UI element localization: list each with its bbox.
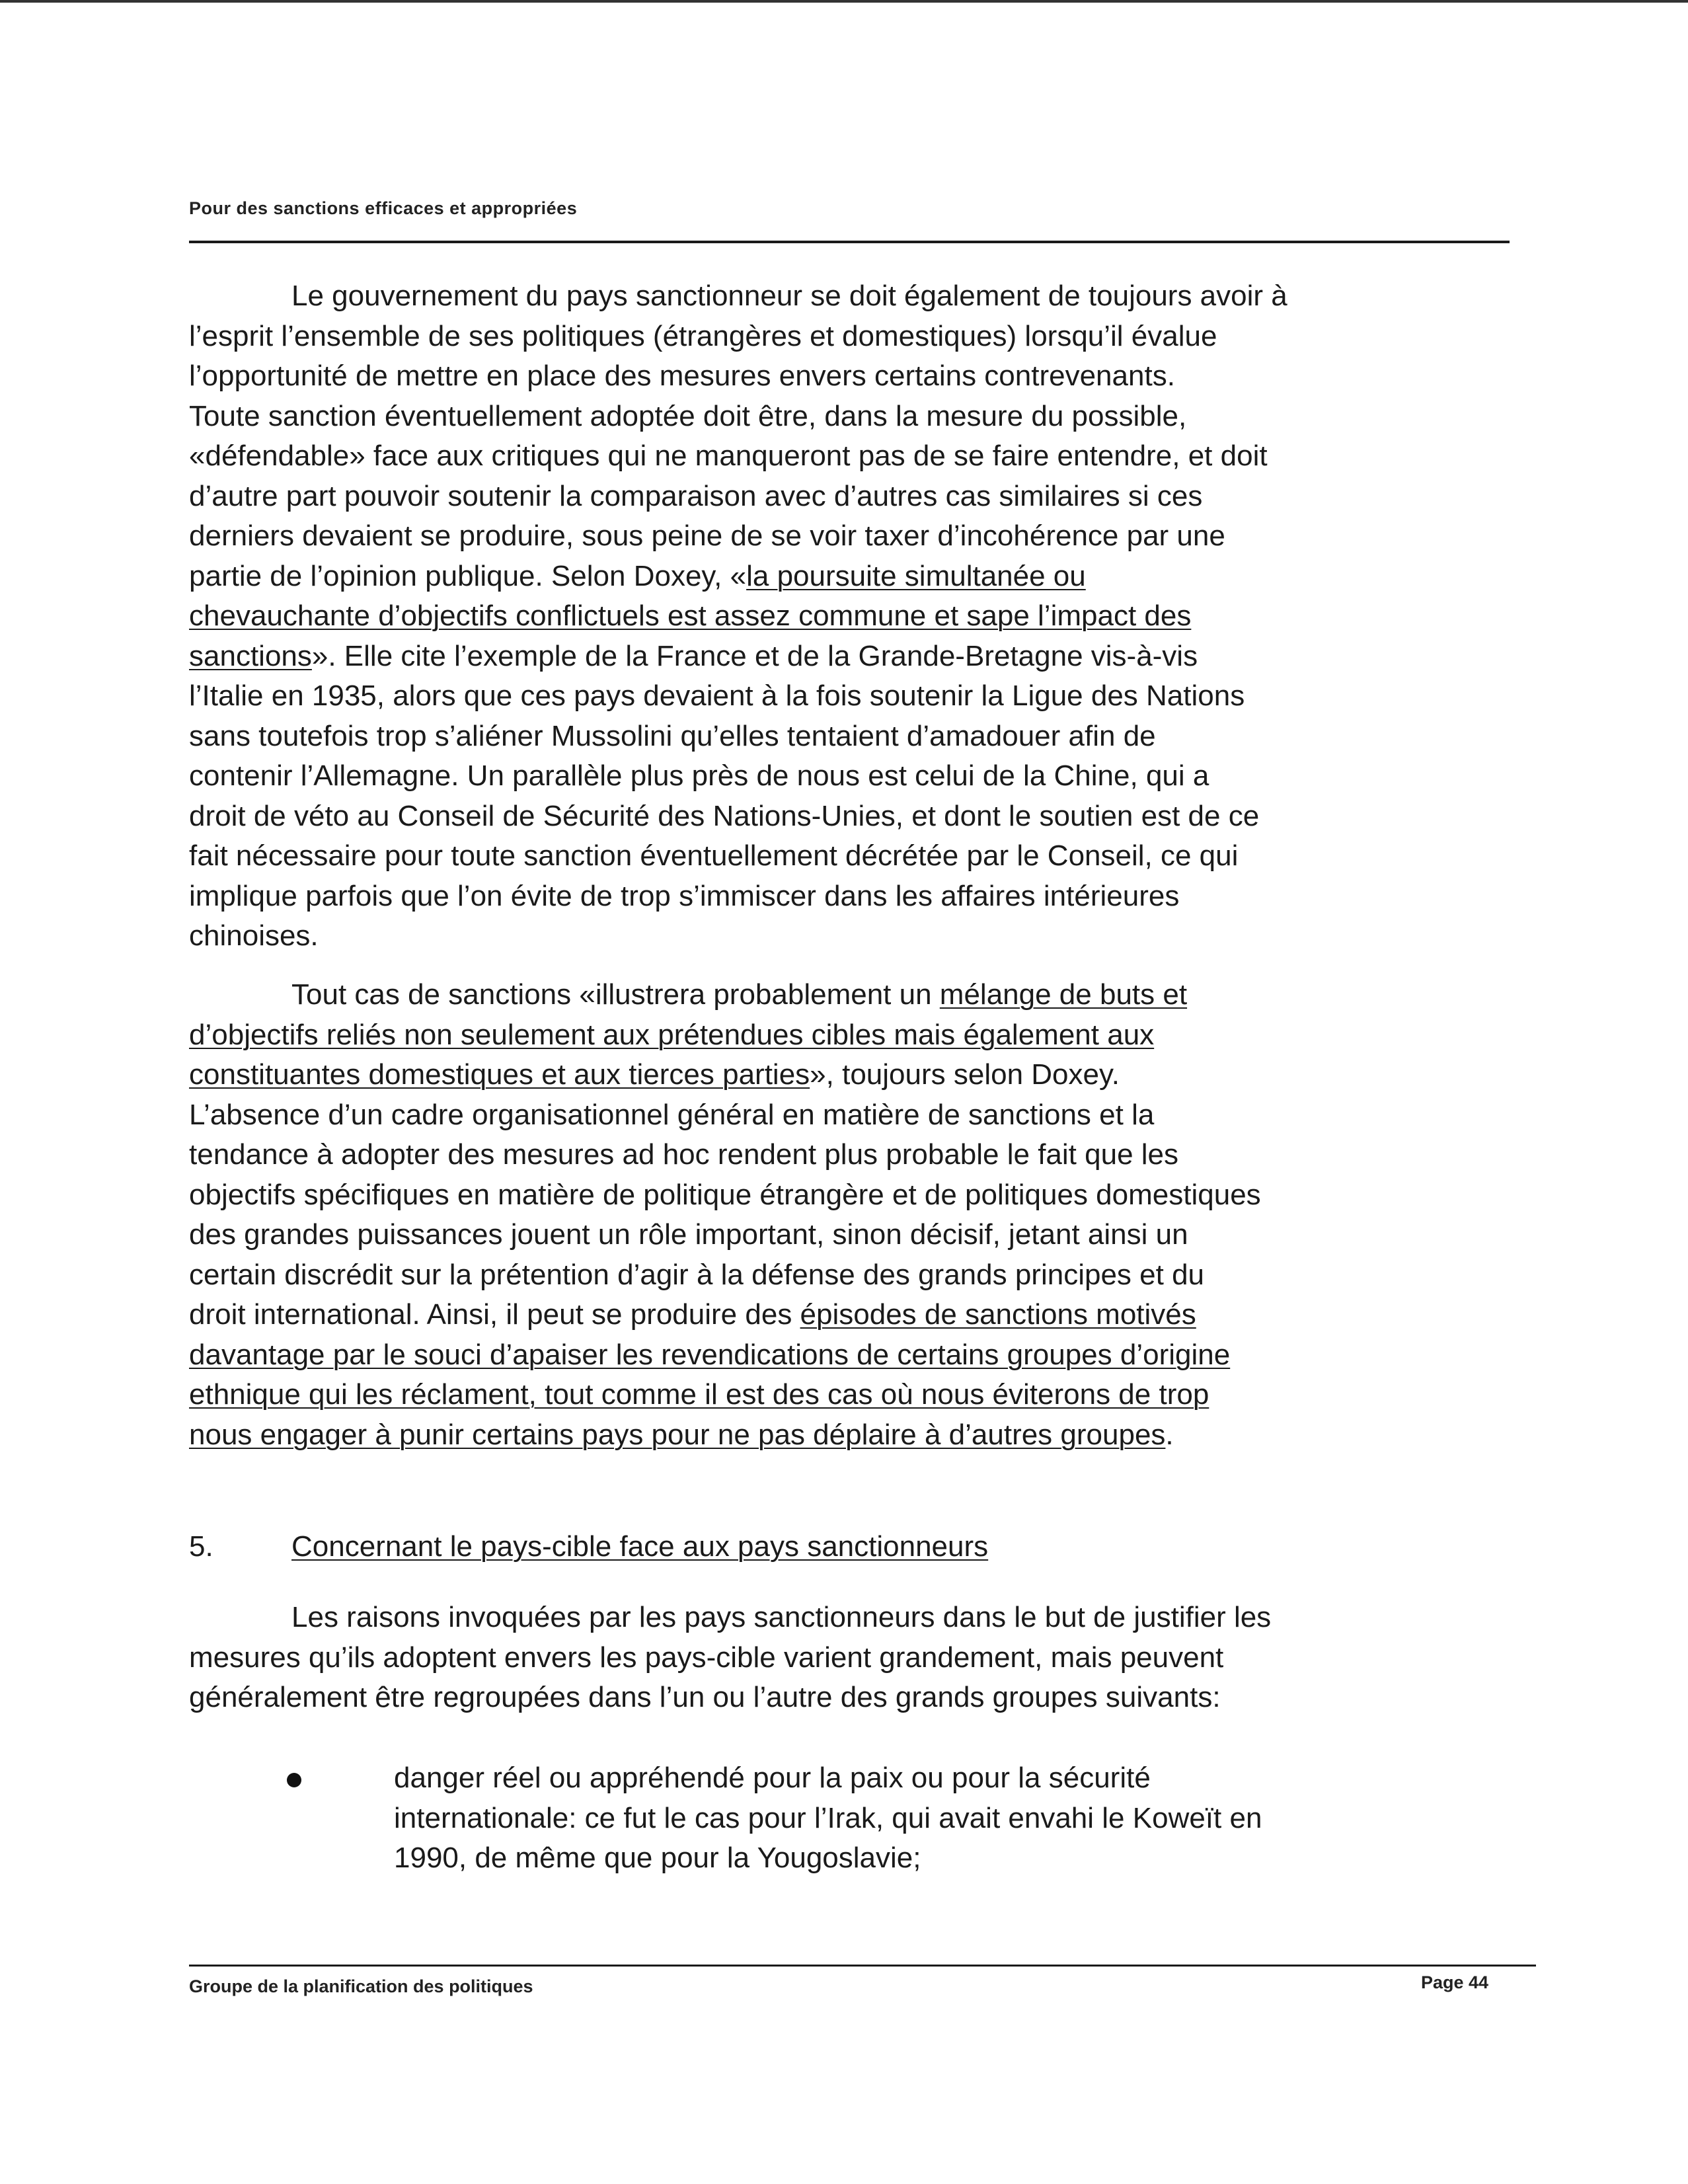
section-number: 5. (189, 1530, 213, 1563)
text-line (189, 1375, 1465, 1415)
section-5-heading (189, 1527, 988, 1567)
bullet-text (394, 1758, 1517, 1879)
section-title: Concernant le pays-cible face aux pays sanctionneurs (291, 1530, 989, 1563)
text-line: Toute sanction éventuellement adoptée doit être, dans la mesure du possible, (189, 399, 1187, 432)
text-line: Les raisons invoquées par les pays sanctionneurs dans le but de justifier les (291, 1601, 1272, 1633)
text-line: sans toutefois trop s’aliéner Mussolini qu’elles tentaient d’amadouer afin de (189, 719, 1156, 752)
running-header: Pour des sanctions efficaces et appropriées (189, 198, 578, 218)
text-line (189, 1335, 1465, 1376)
paragraph-mixed-objectives (189, 975, 1465, 1455)
underlined-quote: chevauchante d’objectifs conflictuels est assez commune et sape l’impact des (189, 600, 1192, 632)
text-line: «défendable» face aux critiques qui ne manqueront pas de se faire entendre, et doit (189, 440, 1268, 472)
text-line: internationale: ce fut le cas pour l’Irak, qui avait envahi le Koweït en (394, 1801, 1262, 1834)
plain-text: Tout cas de sanctions «illustrera probablement un (291, 978, 940, 1011)
paragraph-justification-reasons (189, 1598, 1465, 1718)
text-line: chinoises. (189, 919, 319, 952)
plain-text: partie de l’opinion publique. Selon Doxey, « (189, 559, 747, 592)
bullet-dot-icon (287, 1773, 301, 1787)
paragraph-doxey-coherence (189, 276, 1465, 956)
underlined-quote: épisodes de sanctions motivés (800, 1298, 1196, 1331)
text-line: l’Italie en 1935, alors que ces pays devaient à la fois soutenir la Ligue des Nations (189, 680, 1245, 712)
text-line: objectifs spécifiques en matière de politique étrangère et de politiques domestiques (189, 1178, 1261, 1211)
plain-text: ». Elle cite l’exemple de la France et de la Grande-Bretagne vis-à-vis (311, 639, 1198, 672)
page-number: Page 44 (1421, 1972, 1489, 1992)
text-line: d’autre part pouvoir soutenir la comparaison avec d’autres cas similaires si ces (189, 479, 1203, 512)
text-line: 1990, de même que pour la Yougoslavie; (394, 1842, 921, 1874)
page-top-edge (0, 0, 1688, 3)
text-line (189, 1015, 1465, 1056)
text-line: mesures qu’ils adoptent envers les pays-cible varient grandement, mais peuvent (189, 1641, 1224, 1674)
text-line: droit de véto au Conseil de Sécurité des Nations-Unies, et dont le soutien est de ce (189, 799, 1260, 832)
text-line: derniers devaient se produire, sous peine de se voir taxer d’incohérence par une (189, 520, 1225, 552)
plain-text: », toujours selon Doxey. (810, 1058, 1120, 1091)
text-line: l’esprit l’ensemble de ses politiques (étrangères et domestiques) lorsqu’il évalue (189, 319, 1217, 352)
text-line: fait nécessaire pour toute sanction éventuellement décrétée par le Conseil, ce qui (189, 839, 1239, 872)
text-line (189, 1415, 1465, 1456)
text-line: des grandes puissances jouent un rôle important, sinon décisif, jetant ainsi un (189, 1218, 1188, 1251)
text-line: tendance à adopter des mesures ad hoc rendent plus probable le fait que les (189, 1138, 1179, 1171)
footer-organization: Groupe de la planification des politiques (189, 1976, 533, 1996)
text-line (189, 1055, 1465, 1095)
text-line (189, 637, 1465, 677)
text-line (189, 596, 1465, 637)
text-line: généralement être regroupées dans l’un ou l’autre des grands groupes suivants: (189, 1681, 1221, 1713)
plain-text: droit international. Ainsi, il peut se produire des (189, 1298, 800, 1331)
text-line: implique parfois que l’on évite de trop s’immiscer dans les affaires intérieures (189, 879, 1180, 912)
text-line: danger réel ou appréhendé pour la paix ou pour la sécurité (394, 1762, 1151, 1794)
underlined-quote: ethnique qui les réclament, tout comme il est des cas où nous éviterons de trop (189, 1378, 1209, 1411)
underlined-quote: constituantes domestiques et aux tierces parties (189, 1058, 810, 1091)
underlined-quote: davantage par le souci d’apaiser les revendications de certains groupes d’origine (189, 1338, 1231, 1371)
text-line: l’opportunité de mettre en place des mesures envers certains contrevenants. (189, 360, 1175, 392)
text-line (189, 557, 1465, 597)
underlined-quote: mélange de buts et (939, 978, 1188, 1011)
text-line: L’absence d’un cadre organisationnel général en matière de sanctions et la (189, 1098, 1155, 1131)
header-rule (189, 241, 1510, 243)
underlined-quote: nous engager à punir certains pays pour ne pas déplaire à d’autres groupes (189, 1418, 1166, 1451)
underlined-quote: la poursuite simultanée ou (746, 559, 1086, 592)
text-line: contenir l’Allemagne. Un parallèle plus près de nous est celui de la Chine, qui a (189, 760, 1209, 792)
text-line (189, 1295, 1465, 1335)
underlined-quote: sanctions (189, 639, 312, 672)
plain-text: . (1165, 1418, 1174, 1451)
text-line: Le gouvernement du pays sanctionneur se doit également de toujours avoir à (291, 280, 1287, 312)
footer-rule (189, 1965, 1536, 1967)
underlined-quote: d’objectifs reliés non seulement aux prétendues cibles mais également aux (189, 1018, 1155, 1051)
text-line: certain discrédit sur la prétention d’agir à la défense des grands principes et du (189, 1258, 1205, 1291)
text-line (189, 975, 1465, 1015)
